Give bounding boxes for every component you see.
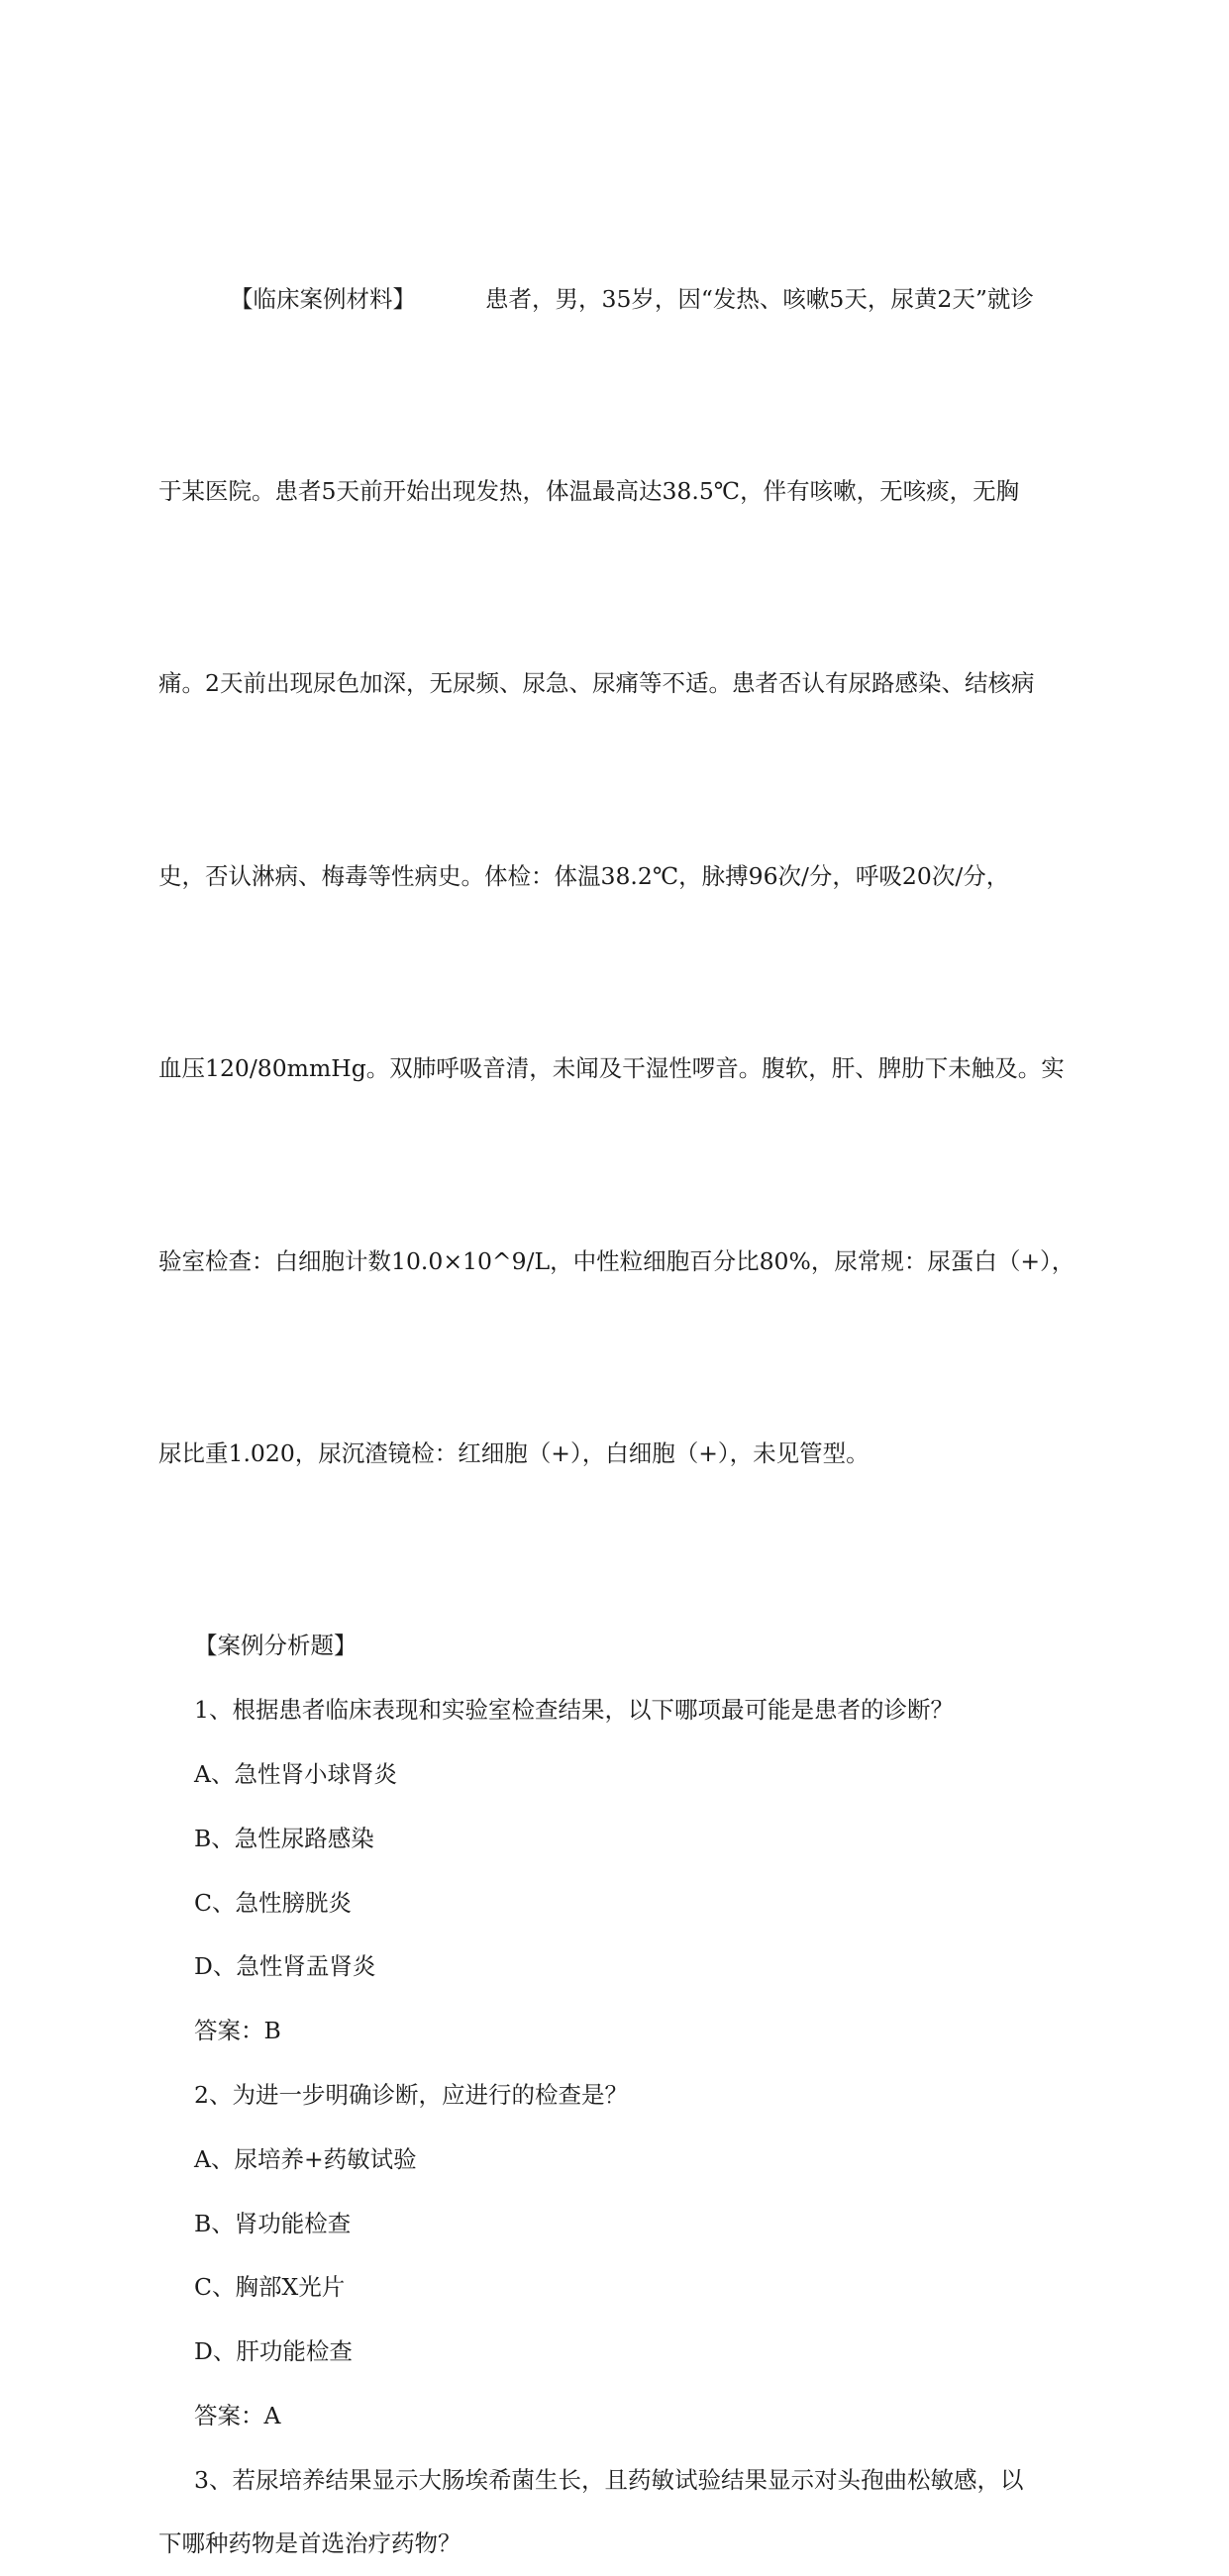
question-stem: 2、为进一步明确诊断，应进行的检查是？ <box>194 2080 628 2109</box>
case-material-heading: 【临床案例材料】 <box>230 284 416 313</box>
case-material-line: 于某医院。患者5天前开始出现发热，体温最高达38.5℃，伴有咳嗽，无咳痰，无胸 <box>158 476 1020 505</box>
case-material-line: 验室检查：白细胞计数10.0×10^9/L，中性粒细胞百分比80%，尿常规：尿蛋白（+）， <box>158 1246 1075 1275</box>
question-stem: 3、若尿培养结果显示大肠埃希菌生长，且药敏试验结果显示对头孢曲松敏感，以 <box>194 2465 1024 2494</box>
answer-option: C、胸部X光片 <box>194 2273 346 2302</box>
case-material-line: 史，否认淋病、梅毒等性病史。体检：体温38.2℃，脉搏96次/分，呼吸20次/分， <box>158 861 1010 890</box>
case-material-line: 血压120/80mmHg。双肺呼吸音清，未闻及干湿性啰音。腹软，肝、脾肋下未触及。实 <box>158 1054 1065 1083</box>
answer-option: A、尿培养+药敏试验 <box>194 2144 417 2173</box>
answer-option: D、急性肾盂肾炎 <box>194 1952 376 1981</box>
question-answer: 答案：A <box>194 2401 281 2429</box>
answer-option: D、肝功能检查 <box>194 2337 353 2366</box>
answer-option: B、急性尿路感染 <box>194 1824 374 1852</box>
case-material-line: 痛。2天前出现尿色加深，无尿频、尿急、尿痛等不适。患者否认有尿路感染、结核病 <box>158 669 1035 698</box>
answer-option: A、急性肾小球肾炎 <box>194 1759 397 1788</box>
case-material-paragraph <box>158 139 1079 1614</box>
case-material-line: 【临床案例材料】 患者，男，35岁，因“发热、咳嗽5天，尿黄2天”就诊 <box>230 284 1034 313</box>
answer-option: B、肾功能检查 <box>194 2209 352 2237</box>
document-content <box>158 139 1079 2576</box>
question-stem-continuation: 下哪种药物是首选治疗药物？ <box>158 2529 461 2558</box>
answer-option: C、急性膀胱炎 <box>194 1888 352 1917</box>
case-material-line: 尿比重1.020，尿沉渣镜检：红细胞（+），白细胞（+），未见管型。 <box>158 1438 870 1467</box>
question-stem: 1、根据患者临床表现和实验室检查结果，以下哪项最可能是患者的诊断？ <box>194 1696 954 1725</box>
analysis-heading: 【案例分析题】 <box>194 1632 358 1660</box>
question-answer: 答案：B <box>194 2017 281 2045</box>
